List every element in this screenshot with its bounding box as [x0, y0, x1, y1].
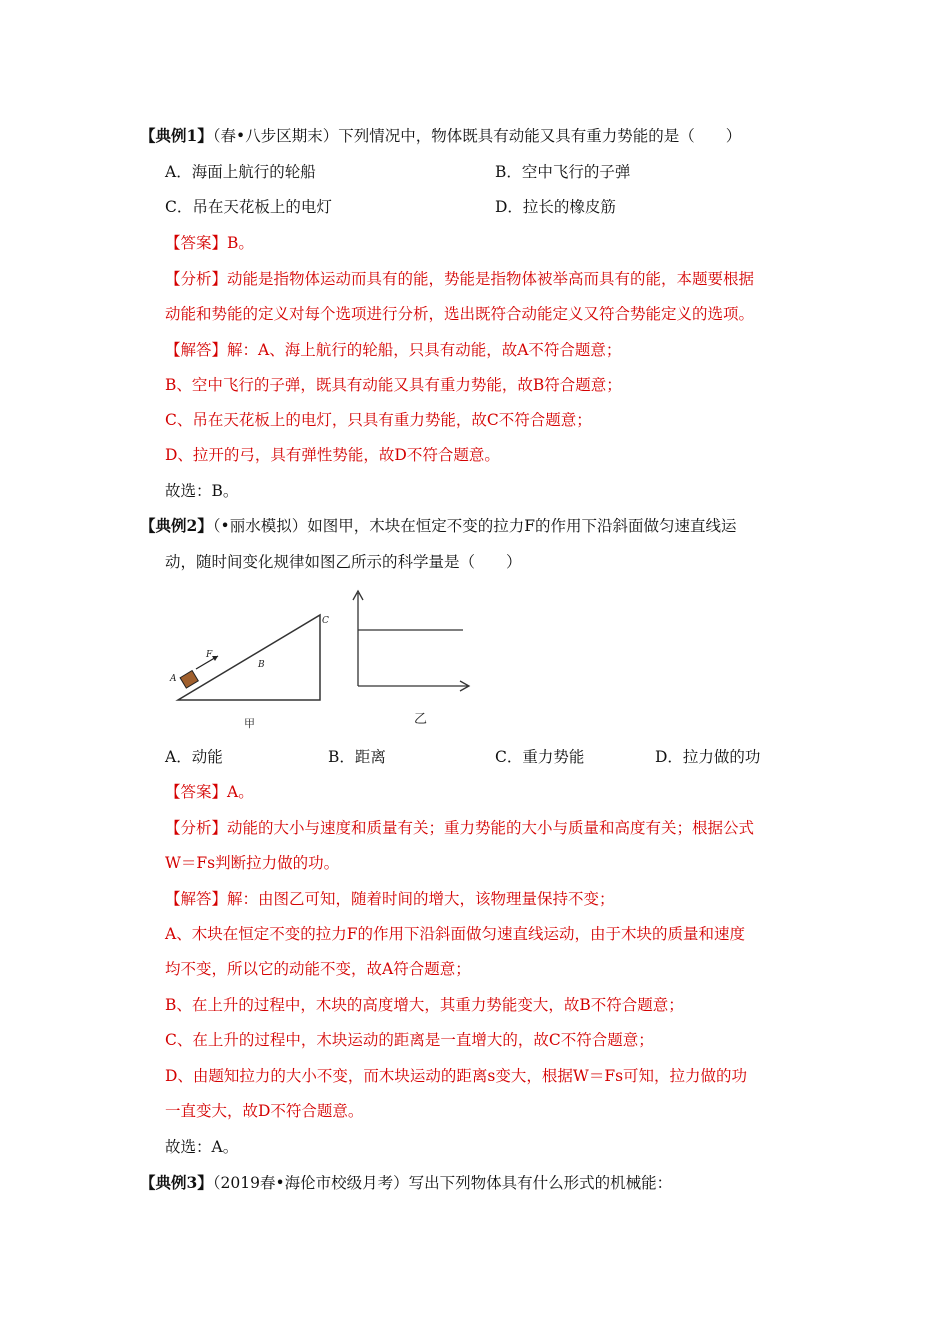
- example-3-tag: 【典例3】: [140, 1173, 213, 1192]
- example-2-solution-line-6: D、由题知拉力的大小不变，而木块运动的距离s变大，根据W＝Fs可知，拉力做的功: [165, 1067, 748, 1085]
- example-1-analysis-line-2: 动能和势能的定义对每个选项进行分析，选出既符合动能定义又符合势能定义的选项。: [165, 305, 755, 323]
- example-2-tag: 【典例2】: [140, 516, 213, 535]
- example-2-figure: [160, 585, 490, 735]
- example-1-option-a: A．海面上航行的轮船: [165, 163, 316, 181]
- example-2-option-b: B．距离: [328, 748, 386, 766]
- example-2-option-d: D．拉力做的功: [655, 748, 761, 766]
- example-2-choice: 故选：A。: [165, 1138, 239, 1156]
- example-1-question: [140, 125, 741, 147]
- example-2-analysis-line-1: 【分析】动能的大小与速度和质量有关；重力势能的大小与质量和高度有关；根据公式: [165, 819, 755, 837]
- example-2-analysis-line-2: W＝Fs判断拉力做的功。: [165, 854, 340, 872]
- example-2-option-c: C．重力势能: [495, 748, 585, 766]
- example-1-solution-line-4: D、拉开的弓，具有弹性势能，故D不符合题意。: [165, 446, 500, 464]
- example-2-question-text: （•丽水模拟）如图甲，木块在恒定不变的拉力F的作用下沿斜面做匀速直线运: [212, 517, 737, 535]
- label-c: C: [322, 616, 329, 626]
- example-1-solution-line-2: B、空中飞行的子弹，既具有动能又具有重力势能，故B符合题意；: [165, 376, 622, 394]
- example-2-question-line-1: [140, 515, 736, 537]
- example-2-solution-line-3: 均不变，所以它的动能不变，故A符合题意；: [165, 960, 471, 978]
- incline-triangle: [178, 615, 320, 700]
- label-f: F: [206, 650, 213, 660]
- example-1-answer: 【答案】B。: [165, 234, 254, 252]
- example-2-solution-line-7: 一直变大，故D不符合题意。: [165, 1102, 364, 1120]
- example-1-option-d: D．拉长的橡皮筋: [495, 198, 616, 216]
- wooden-block: [180, 671, 198, 688]
- example-2-solution-line-2: A、木块在恒定不变的拉力F的作用下沿斜面做匀速直线运动，由于木块的质量和速度: [165, 925, 745, 943]
- example-1-option-b: B．空中飞行的子弹: [495, 163, 631, 181]
- example-1-solution-line-1: 【解答】解：A、海上航行的轮船，只具有动能，故A不符合题意；: [165, 341, 622, 359]
- example-2-answer: 【答案】A。: [165, 783, 254, 801]
- example-3-question: [140, 1172, 672, 1194]
- caption-jia: 甲: [244, 717, 255, 730]
- example-2-solution-line-5: C、在上升的过程中，木块运动的距离是一直增大的，故C不符合题意；: [165, 1031, 654, 1049]
- example-1-choice: 故选：B。: [165, 482, 239, 500]
- example-1-option-c: C．吊在天花板上的电灯: [165, 198, 332, 216]
- example-1-tag: 【典例1】: [140, 126, 213, 145]
- label-b: B: [258, 660, 265, 670]
- example-2-solution-line-4: B、在上升的过程中，木块的高度增大，其重力势能变大，故B不符合题意；: [165, 996, 684, 1014]
- example-2-question-line-2: 动，随时间变化规律如图乙所示的科学量是（ ）: [165, 553, 522, 571]
- example-1-question-text: （春•八步区期末）下列情况中，物体既具有动能又具有重力势能的是（ ）: [212, 127, 742, 145]
- caption-yi: 乙: [414, 712, 428, 727]
- example-2-option-a: A．动能: [165, 748, 223, 766]
- example-3-question-text: （2019春•海伦市校级月考）写出下列物体具有什么形式的机械能：: [212, 1174, 673, 1192]
- example-2-solution-line-1: 【解答】解：由图乙可知，随着时间的增大，该物理量保持不变；: [165, 890, 615, 908]
- example-1-solution-line-3: C、吊在天花板上的电灯，只具有重力势能，故C不符合题意；: [165, 411, 592, 429]
- example-1-analysis-line-1: 【分析】动能是指物体运动而具有的能，势能是指物体被举高而具有的能，本题要根据: [165, 270, 755, 288]
- label-a: A: [170, 674, 177, 684]
